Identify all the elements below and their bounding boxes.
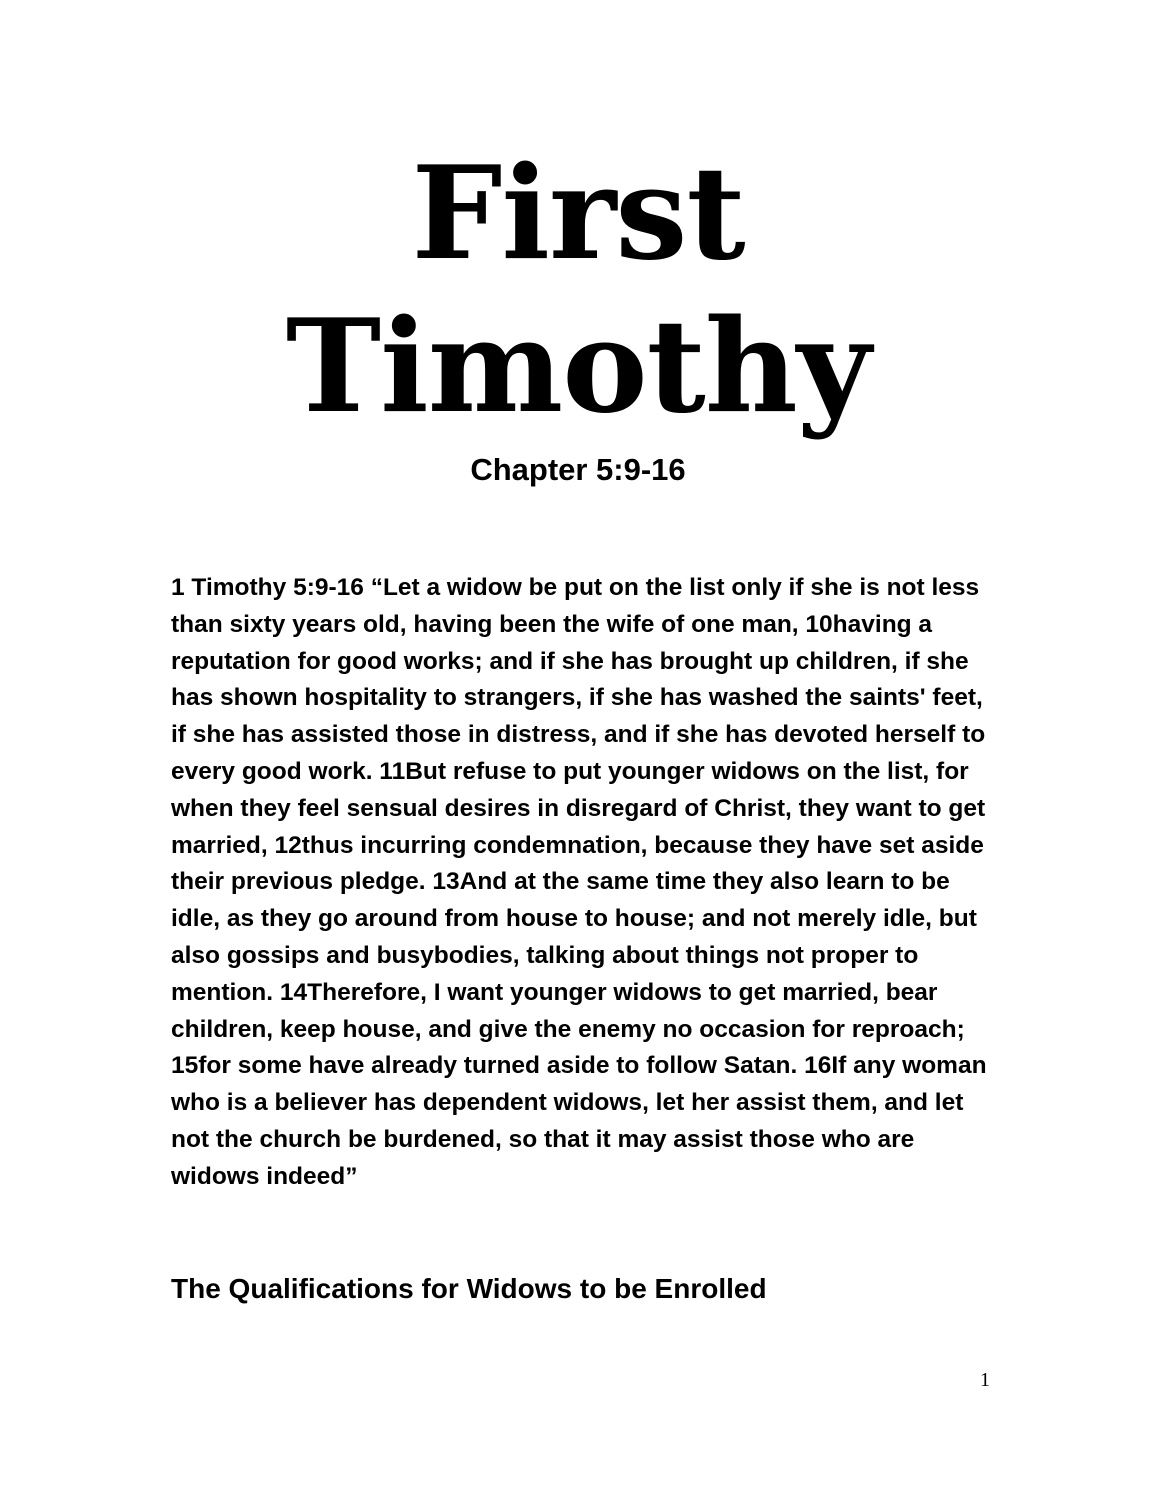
chapter-subtitle: Chapter 5:9-16 — [470, 452, 686, 487]
title-line-first: First — [411, 139, 745, 289]
scripture-passage: 1 Timothy 5:9-16 “Let a widow be put on the list only if she is not less than sixty years old, having been the wife of one man, 10having a reputation for good works; and if she has brought up children, if she has shown hospitality to strangers, if she has washed the saints' feet, if she has assisted those in distress, and if she has devoted herself to every good work. 11But refuse to put younger widows on the list, for when they feel sensual desires in disregard of Christ, they want to get married, 12thus incurring condemnation, because they have set aside their previous pledge. 13And at the same time they also learn to be idle, as they go around from house to house; and not merely idle, but also gossips and busybodies, talking about things not proper to mention. 14Therefore, I want younger widows to get married, bear children, keep house, and give the enemy no occasion for reproach; 15for some have already turned aside to follow Satan. 16If any woman who is a believer has dependent widows, let her assist them, and let not the church be burdened, so that it may assist those who are widows indeed” — [171, 574, 987, 1190]
title-line-timothy: Timothy — [285, 292, 871, 442]
section-heading: The Qualifications for Widows to be Enrolled — [171, 1273, 767, 1304]
page-number: 1 — [980, 1369, 990, 1391]
